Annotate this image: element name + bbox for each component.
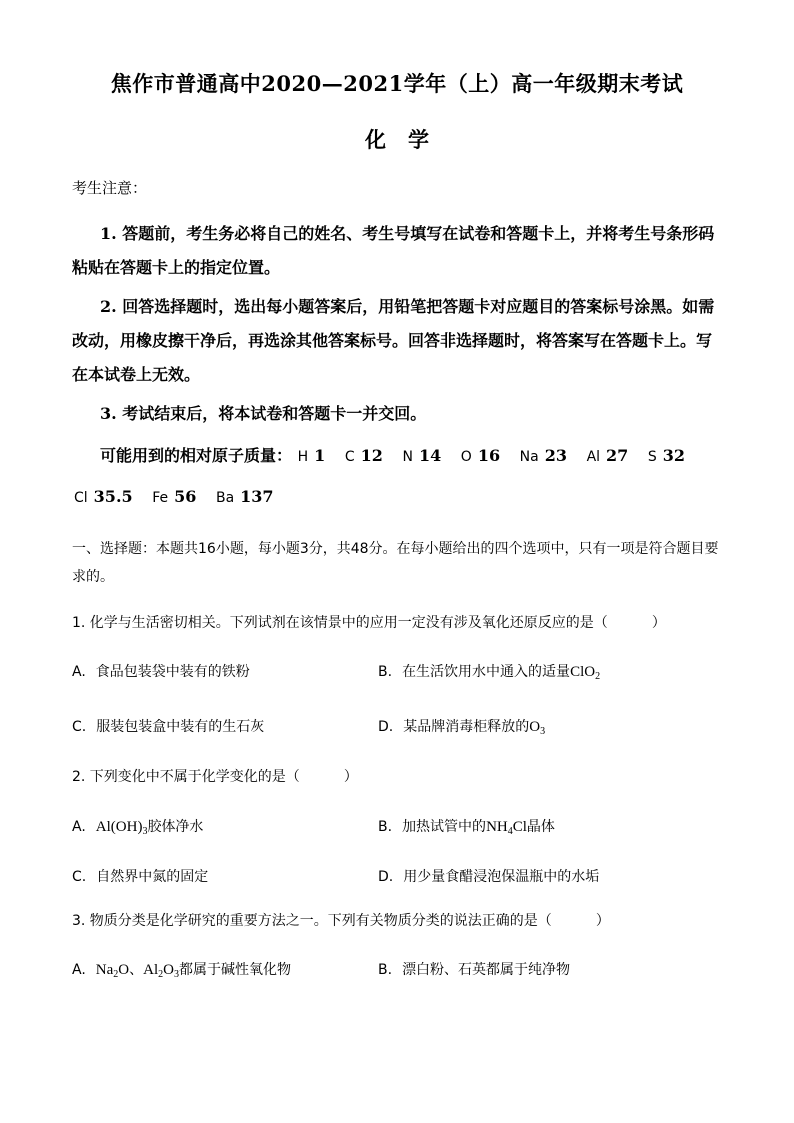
mass-item-s: S 32 <box>647 446 686 465</box>
notice-heading: 考生注意： <box>72 179 148 197</box>
formula-aloh3: $Al(OH)_3$ <box>95 819 148 837</box>
question-3-option-b: B. 漂白粉、石英都属于纯净物 <box>378 962 571 978</box>
mass-item-c: C 12 <box>344 446 383 465</box>
formula-na2o: $Na_2O$ <box>95 962 130 980</box>
mass-item-n: N 14 <box>402 446 442 465</box>
atomic-masses-label: 可能用到的相对原子质量： <box>100 446 293 465</box>
question-3-stem: 3. 物质分类是化学研究的重要方法之一。下列有关物质分类的说法正确的是（ ） <box>72 913 610 929</box>
mass-item-ba: Ba 137 <box>215 487 274 506</box>
mass-item-na: Na 23 <box>519 446 567 465</box>
question-1-option-b: B. 在生活饮用水中通入的适量ClO$_2$ <box>378 664 601 682</box>
exam-title: 焦作市普通高中2020—2021学年（上）高一年级期末考试 <box>110 71 684 96</box>
mass-item-h: H 1 <box>297 446 326 465</box>
question-1-option-c: C. 服装包装盒中装有的生石灰 <box>72 719 265 735</box>
mass-item-fe: Fe 56 <box>152 487 197 506</box>
formula-nh4cl: $NH_4Cl$ <box>486 819 527 837</box>
question-2-option-d: D. 用少量食醋浸泡保温瓶中的水垢 <box>378 869 600 885</box>
question-2-option-a: A. $Al(OH)_3$胶体净水 <box>72 819 204 837</box>
subject-title: 化学 <box>365 127 451 152</box>
question-2-stem: 2. 下列变化中不属于化学变化的是（ ） <box>72 769 358 785</box>
question-3-option-a: A. $Na_2O$、$Al_2O_3$都属于碱性氧化物 <box>72 962 291 980</box>
formula-clo2: ClO$_2$ <box>570 664 601 682</box>
question-1-option-a: A. 食品包装袋中装有的铁粉 <box>72 664 250 680</box>
question-1-option-d: D. 某品牌消毒柜释放的$O_3$ <box>378 719 546 737</box>
question-1-stem: 1. 化学与生活密切相关。下列试剂在该情景中的应用一定没有涉及氧化还原反应的是（ ） <box>72 615 666 631</box>
question-2-option-b: B. 加热试管中的$NH_4Cl$晶体 <box>378 819 555 837</box>
mass-item-cl: Cl 35.5 <box>74 487 133 506</box>
atomic-masses-line-2 <box>74 487 288 506</box>
notice-item-3: 3. 考试结束后，将本试卷和答题卡一并交回。 <box>100 404 427 423</box>
section-1-intro: 一、选择题：本题共16小题，每小题3分，共48分。在每小题给出的四个选项中，只有一项是符合题目要求的。 <box>72 541 719 585</box>
formula-al2o3: $Al_2O_3$ <box>143 962 179 980</box>
formula-o3: $O_3$ <box>529 719 546 737</box>
atomic-masses-line-1 <box>100 443 699 466</box>
question-2-option-c: C. 自然界中氮的固定 <box>72 869 209 885</box>
mass-item-o: O 16 <box>460 446 501 465</box>
notice-item-1: 1. 答题前，考生务必将自己的姓名、考生号填写在试卷和答题卡上，并将考生号条形码粘贴在答题卡上的指定位置。 <box>72 224 715 277</box>
notice-item-2: 2. 回答选择题时，选出每小题答案后，用铅笔把答题卡对应题目的答案标号涂黑。如需改动，用橡皮擦干净后，再选涂其他答案标号。回答非选择题时，将答案写在答题卡上。写在本试卷上无效。 <box>72 297 715 384</box>
mass-item-al: Al 27 <box>586 446 629 465</box>
